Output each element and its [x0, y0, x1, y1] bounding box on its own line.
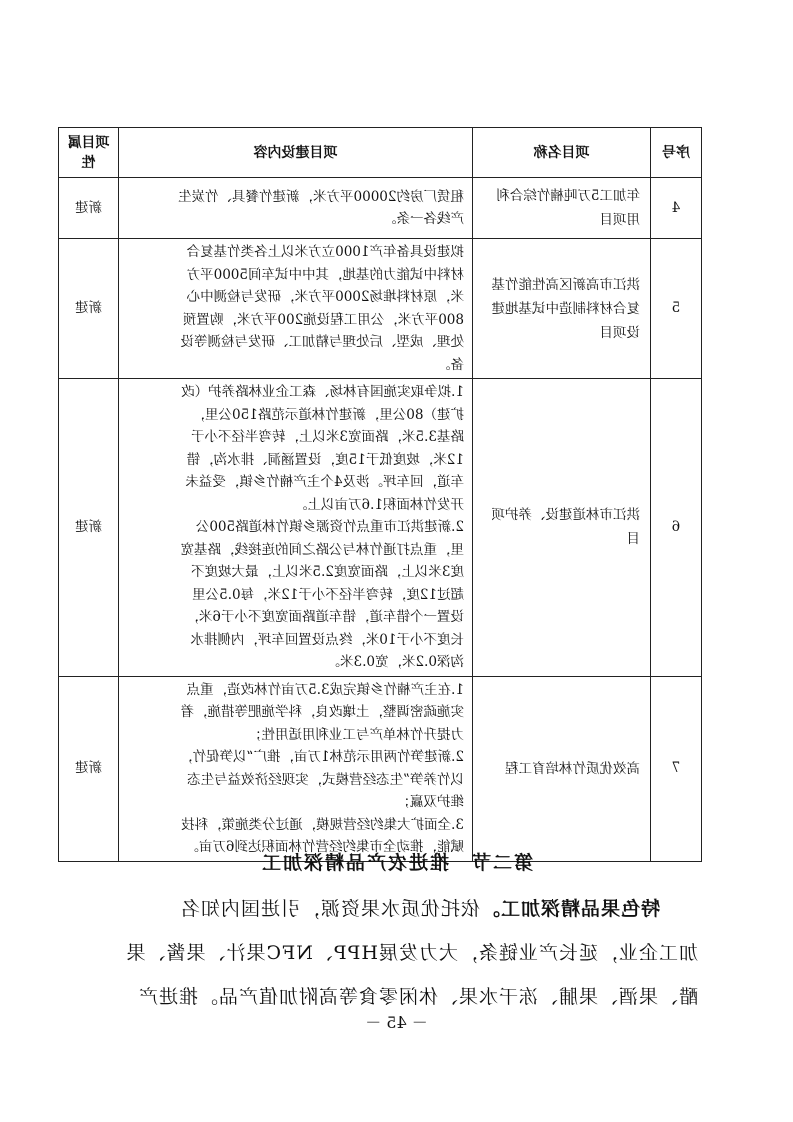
content-line: 12米，坡度低于15度，设置涵洞、排水沟，错 — [186, 451, 464, 468]
content-line: 实施疏密调整，土壤改良，科学施肥等措施，着 — [180, 704, 464, 720]
content-line: 扩建）80公里，新建竹林道示范路150公里， — [191, 406, 464, 423]
header-attr: 项目属性 — [59, 128, 119, 178]
table-row — [59, 676, 702, 861]
content-line: 米，原材料堆场2000平方米，研发与检测中心 — [186, 289, 464, 305]
row-no: 7 — [651, 676, 702, 861]
content-line: 路基3.5米，路面宽3米以上，转弯半径不小于 — [190, 429, 464, 445]
page-number: － 45 － — [365, 1013, 428, 1032]
body-text: 依托优质水果资源，引进国内知名 — [179, 898, 480, 920]
content-line: 产线各一条。 — [383, 211, 464, 227]
header-content: 项目建设内容 — [119, 128, 473, 178]
content-line: 开发竹林面积1.6万亩以上。 — [294, 496, 464, 513]
row-content — [119, 379, 473, 677]
row-no: 6 — [651, 379, 702, 677]
content-line: 处理、成型、后处理与精加工、研发与检测等设 — [180, 334, 464, 350]
row-attr: 新建 — [59, 239, 119, 379]
body-line: 醋、果酒、果脯、冻干水果、休闲零食等高附加值产品。推进产 — [137, 986, 698, 1008]
row-name: 洪江市高新区高性能竹基复合材料制造中试基地建设项目 — [473, 239, 651, 379]
content-line: 1.拟争取实施国有林场、森工企业林路养护（改 — [181, 384, 464, 400]
table-row — [59, 379, 702, 677]
content-line: 度3米以上，路面宽度2.5米以上，最大坡度不 — [190, 564, 464, 580]
row-attr: 新建 — [59, 676, 119, 861]
table-row — [59, 178, 702, 239]
content-line: 力提升竹林单产与工业利用适用性； — [248, 726, 464, 743]
row-attr: 新建 — [59, 379, 119, 677]
row-no: 5 — [651, 239, 702, 379]
content-line: 备。 — [437, 356, 464, 373]
content-line: 800平方米，公用工程设施200平方米，购置预 — [182, 311, 464, 328]
content-line: 租赁厂房约20000平方米，新建竹餐具、竹炭生 — [178, 188, 464, 205]
content-line: 车道，回车坪。涉及4个主产楠竹乡镇，受益未 — [185, 474, 464, 490]
content-line: 2.新建笋竹两用示范林1万亩，推广“以笋促竹， — [179, 749, 464, 765]
project-table — [58, 127, 702, 862]
body-line — [88, 887, 698, 931]
header-name: 项目名称 — [473, 128, 651, 178]
content-line: 材料中试能力的基地，其中中试车间5000平方 — [186, 266, 464, 283]
content-line: 赋能，推动全市集约经营竹林面积达到6万亩。 — [185, 839, 464, 855]
content-line: 超过12度，转弯半径不小于12米，每0.5公里 — [192, 586, 464, 603]
table-header-row — [59, 128, 702, 178]
row-content — [119, 239, 473, 379]
section-title: 第二节 推进农产品精深加工 — [260, 852, 534, 874]
body-paragraph — [88, 887, 698, 1019]
content-line: 沟深0.2米，宽0.3米。 — [326, 654, 464, 670]
paragraph-lead: 特色果品精深加工。 — [479, 898, 660, 920]
row-attr: 新建 — [59, 178, 119, 239]
content-line: 1.在主产楠竹乡镇完成3.5万亩竹林改造，重点 — [186, 681, 464, 698]
body-line: 加工企业，延长产业链条，大力发展HPP、NFC果汁、果酱、果 — [125, 942, 698, 964]
content-line: 维护双赢； — [396, 794, 464, 810]
content-line: 长度不小于10米，终点设置回车坪，内侧排水 — [190, 631, 464, 648]
content-line: 里，重点打通竹林与公路之间的连接线，路基宽 — [180, 541, 464, 558]
content-line: 2.新建洪江市重点竹资源乡镇竹林道路500公 — [195, 519, 464, 535]
content-line: 3.全面扩大集约经营规模，通过分类施策，科技 — [181, 816, 464, 833]
row-no: 4 — [651, 178, 702, 239]
row-name: 年加工5万吨楠竹综合利用项目 — [473, 178, 651, 239]
table-row — [59, 239, 702, 379]
row-name: 高效优质竹林培育工程 — [473, 676, 651, 861]
row-content — [119, 676, 473, 861]
content-line: 设置一个错车道，错车道路面宽度不小于6米， — [185, 609, 464, 625]
row-name: 洪江市林道建设、养护项目 — [473, 379, 651, 677]
content-line: 拟建设具备年产1000立方米以上各类竹基复合 — [186, 244, 464, 260]
header-no: 序号 — [651, 128, 702, 178]
content-line: 以竹养笋”生态经营模式，实现经济效益与生态 — [187, 771, 464, 788]
row-content — [119, 178, 473, 239]
